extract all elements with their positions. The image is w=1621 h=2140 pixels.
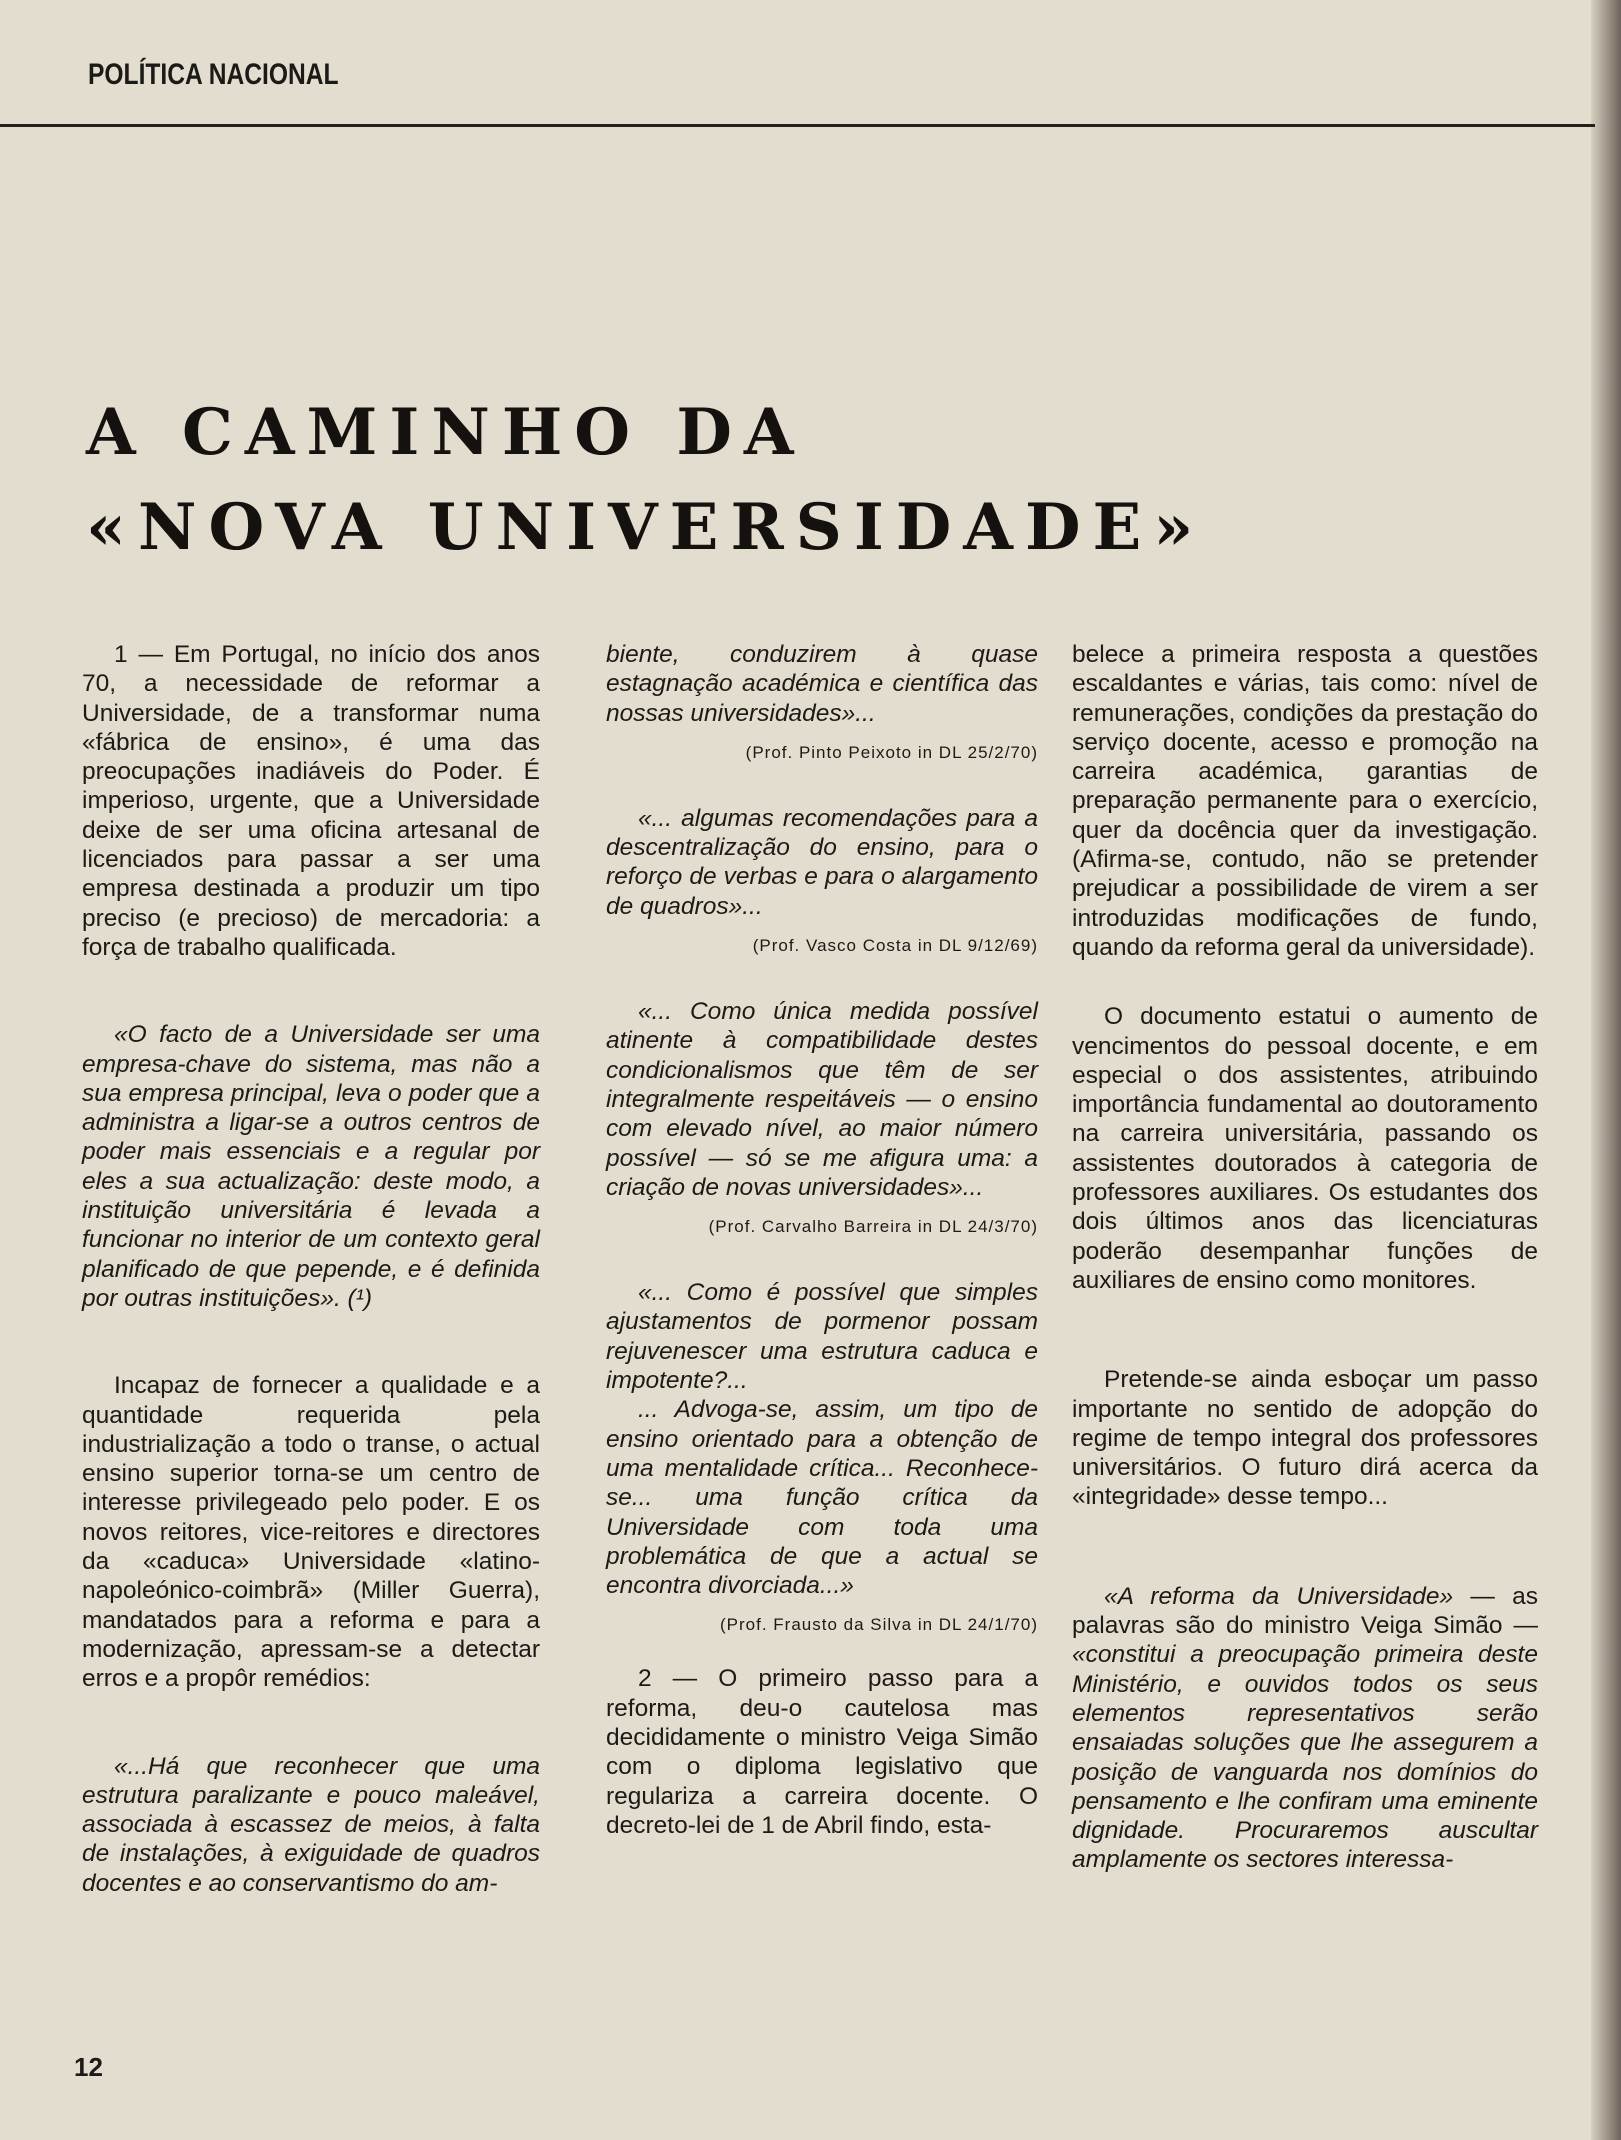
column-1 <box>82 640 540 1898</box>
column-3 <box>1072 640 1538 1875</box>
section-label: POLÍTICA NACIONAL <box>88 58 339 91</box>
citation: (Prof. Frausto da Silva in DL 24/1/70) <box>719 1615 1038 1635</box>
page-number: 12 <box>74 2052 103 2082</box>
quote: «... Como é possível que simples ajustamentos de pormenor possam rejuvenescer uma estrutura caduca e impotente?... <box>606 1279 1038 1395</box>
paragraph: 1 — Em Portugal, no início dos anos 70, a necessidade de reformar a Universidade, de a transformar numa «fábrica de ensino», é uma das preocupações inadiáveis do Poder. É imperioso, urgente, que a Universidade deixe de ser uma oficina artesanal de licenciados para passar a ser uma empresa destinada a produzir um tipo preciso (e precioso) de mercadoria: a força de trabalho qualificada. <box>82 641 540 961</box>
paragraph: Pretende-se ainda esboçar um passo importante no sentido de adopção do regime de tempo integral dos professores universitários. O futuro dirá acerca da «integridade» desse tempo... <box>1072 1366 1538 1511</box>
column-2 <box>606 640 1038 1840</box>
attribution: — as palavras são do ministro Veiga Simão — <box>1072 1582 1538 1640</box>
quote: «constitui a preocupação primeira deste Ministério, e ouvidos todos os seus elementos representativos serão ensaiadas soluções que lhe assegurem a posição de vanguarda nos domínios do pensamento e lhe confiram uma eminente dignidade. Procuraremos auscultar amplamente os sectores interessa- <box>1072 1641 1538 1874</box>
page-edge-shadow <box>1591 0 1621 2140</box>
quote: «... algumas recomendações para a descentralização do ensino, para o reforço de verbas e para o alargamento de quadros»... <box>606 804 1038 920</box>
paragraph: O documento estatui o aumento de vencimentos do pessoal docente, e em especial o dos assistentes, atribuindo importância fundamental ao doutoramento na carreira universitária, passando os assistentes doutorados à categoria de professores auxiliares. Os estudantes dos dois últimos anos das licenciaturas poderão desempanhar funções de auxiliares de ensino como monitores. <box>1072 1003 1538 1294</box>
quote: ... Advoga-se, assim, um tipo de ensino orientado para a obtenção de uma mentalidade crítica... Reconhece-se... uma função crítica da Universidade com toda uma problemática de que a actual se encontra divorciada...» <box>606 1396 1038 1600</box>
title-line-2: «NOVA UNIVERSIDADE» <box>86 490 1206 565</box>
header-rule <box>0 124 1595 127</box>
paragraph: 2 — O primeiro passo para a reforma, deu-o cautelosa mas decididamente o ministro Veiga Simão com o diploma legislativo que regulariza a carreira docente. O decreto-lei de 1 de Abril findo, esta- <box>606 1665 1038 1839</box>
citation: (Prof. Vasco Costa in DL 9/12/69) <box>752 936 1038 956</box>
quote: «...Há que reconhecer que uma estrutura paralizante e pouco maleável, associada à escassez de meios, à falta de instalações, à exiguidade de quadros docentes e ao conservantismo do am- <box>82 1752 540 1897</box>
quote: «A reforma da Universidade» <box>1104 1582 1454 1610</box>
article-title <box>86 385 1526 575</box>
paragraph: belece a primeira resposta a questões escaldantes e várias, tais como: nível de remunerações, condições da prestação do serviço docente, acesso e promoção na carreira académica, garantias de preparação permanente para o exercício, quer da docência quer da investigação. (Afirma-se, contudo, não se pretender prejudicar a possibilidade de virem a ser introduzidas modificações de fundo, quando da reforma geral da universidade). <box>1072 641 1538 961</box>
citation: (Prof. Carvalho Barreira in DL 24/3/70) <box>708 1217 1038 1237</box>
citation: (Prof. Pinto Peixoto in DL 25/2/70) <box>745 742 1038 762</box>
quote: «... Como única medida possível atinente à compatibilidade destes condicionalismos que têm de ser integralmente respeitáveis — o ensino com elevado nível, ao maior número possível — só se me afigura uma: a criação de novas universidades»... <box>606 998 1038 1201</box>
paragraph: Incapaz de fornecer a qualidade e a quantidade requerida pela industrialização a todo o transe, o actual ensino superior torna-se um centro de interesse privilegeado pelo poder. E os novos reitores, vice-reitores e directores da «caduca» Universidade «latino-napoleónico-coimbrã» (Miller Guerra), mandatados para a reforma e para a modernização, apressam-se a detectar erros e a propôr remédios: <box>82 1372 540 1693</box>
quote: «O facto de a Universidade ser uma empresa-chave do sistema, mas não a sua empresa principal, leva o poder que a administra a ligar-se a outros centros de poder mais essenciais e a regular por eles a sua actualização: deste modo, a instituição universitária é levada a funcionar no interior de um contexto geral planificado de que pepende, e é definida por outras instituições». (¹) <box>82 1021 540 1312</box>
paragraph <box>1072 1582 1538 1875</box>
title-line-1: A CAMINHO DA <box>86 395 806 470</box>
quote: biente, conduzirem à quase estagnação académica e científica das nossas universidades»... <box>606 641 1038 727</box>
